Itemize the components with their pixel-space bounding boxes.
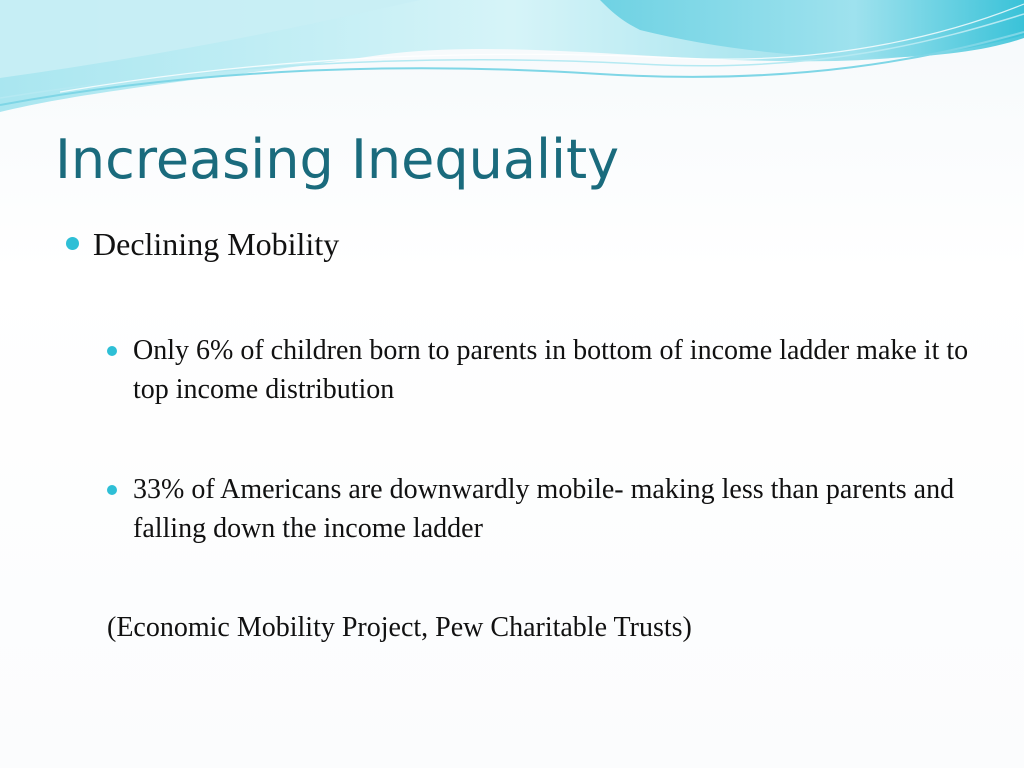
bullet-dot-icon: [66, 237, 79, 250]
sub-bullet-children-statistic: Only 6% of children born to parents in bottom of income ladder make it to top income distribution: [133, 335, 969, 405]
bullet-declining-mobility: Declining Mobility: [93, 226, 340, 262]
source-citation: (Economic Mobility Project, Pew Charitable Trusts): [107, 612, 692, 643]
sub-bullet-downward-mobility-statistic: 33% of Americans are downwardly mobile- making less than parents and falling down the income ladder: [133, 474, 955, 544]
sub-bullet-dot-icon: [107, 346, 117, 356]
slide-title: Increasing Inequality: [55, 128, 620, 191]
sub-bullet-dot-icon: [107, 485, 117, 495]
wave-header-decoration: [0, 0, 1024, 120]
